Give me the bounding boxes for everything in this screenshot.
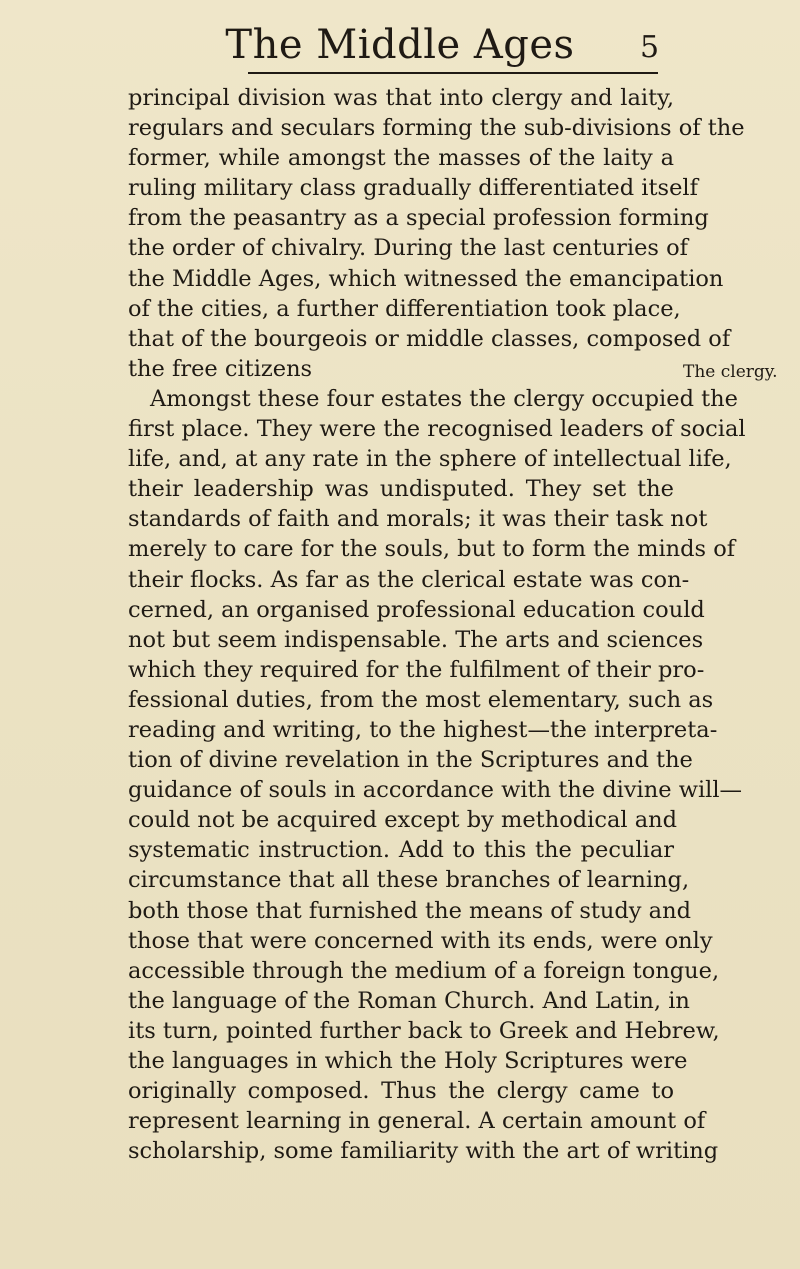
text-line: regulars and seculars forming the sub-divisions of the (128, 115, 745, 142)
text-line: the Middle Ages, which witnessed the emancipation (128, 265, 724, 292)
running-title: The Middle Ages (225, 22, 575, 68)
paragraph-start-line: Amongst these four estates the clergy occupied the (150, 385, 738, 412)
page-header (0, 14, 800, 74)
margin-note: The clergy. (683, 362, 778, 382)
text-line: fessional duties, from the most elementary, such as (128, 686, 714, 713)
text-line: represent learning in general. A certain amount of (128, 1108, 706, 1135)
text-line: cerned, an organised professional education could (128, 596, 705, 623)
text-line: which they required for the fulfilment of their pro- (128, 656, 705, 683)
text-line: originally composed. Thus the clergy came to (128, 1078, 674, 1105)
text-line: from the peasantry as a special profession forming (128, 205, 709, 232)
text-line: the language of the Roman Church. And Latin, in (128, 987, 690, 1014)
text-line: those that were concerned with its ends, were only (128, 927, 713, 954)
text-line: merely to care for the souls, but to form the minds of (128, 536, 736, 563)
text-line: life, and, at any rate in the sphere of intellectual life, (128, 446, 732, 473)
text-line: ruling military class gradually differentiated itself (128, 175, 698, 202)
body-text (128, 83, 746, 1166)
text-line: both those that furnished the means of study and (128, 897, 691, 924)
text-line: former, while amongst the masses of the laity a (128, 145, 674, 172)
text-line: the languages in which the Holy Scriptures were (128, 1048, 688, 1074)
text-line: their leadership was undisputed. They set the (128, 476, 674, 503)
text-line: of the cities, a further differentiation took place, (128, 295, 681, 322)
text-line: their flocks. As far as the clerical estate was con- (128, 566, 690, 593)
text-line: its turn, pointed further back to Greek and Hebrew, (128, 1017, 720, 1044)
text-line: could not be acquired except by methodical and (128, 807, 678, 834)
text-line: the order of chivalry. During the last centuries of (128, 235, 689, 262)
text-line: principal division was that into clergy and laity, (128, 85, 674, 111)
text-line: that of the bourgeois or middle classes, composed of (128, 325, 731, 352)
text-line: first place. They were the recognised leaders of social (128, 416, 746, 443)
text-line: tion of divine revelation in the Scriptures and the (128, 747, 693, 774)
header-rule (248, 72, 658, 74)
text-line: not but seem indispensable. The arts and sciences (128, 626, 704, 653)
text-line: systematic instruction. Add to this the peculiar (128, 837, 674, 864)
text-line: scholarship, some familiarity with the art of writing (128, 1138, 719, 1165)
text-line: circumstance that all these branches of learning, (128, 867, 690, 894)
page-number: 5 (640, 30, 660, 65)
text-line: accessible through the medium of a foreign tongue, (128, 957, 720, 984)
text-line: guidance of souls in accordance with the divine will— (128, 777, 743, 804)
text-line: reading and writing, to the highest—the interpreta- (128, 716, 718, 743)
text-line: standards of faith and morals; it was their task not (128, 506, 708, 533)
text-line: the free citizens (128, 355, 313, 382)
